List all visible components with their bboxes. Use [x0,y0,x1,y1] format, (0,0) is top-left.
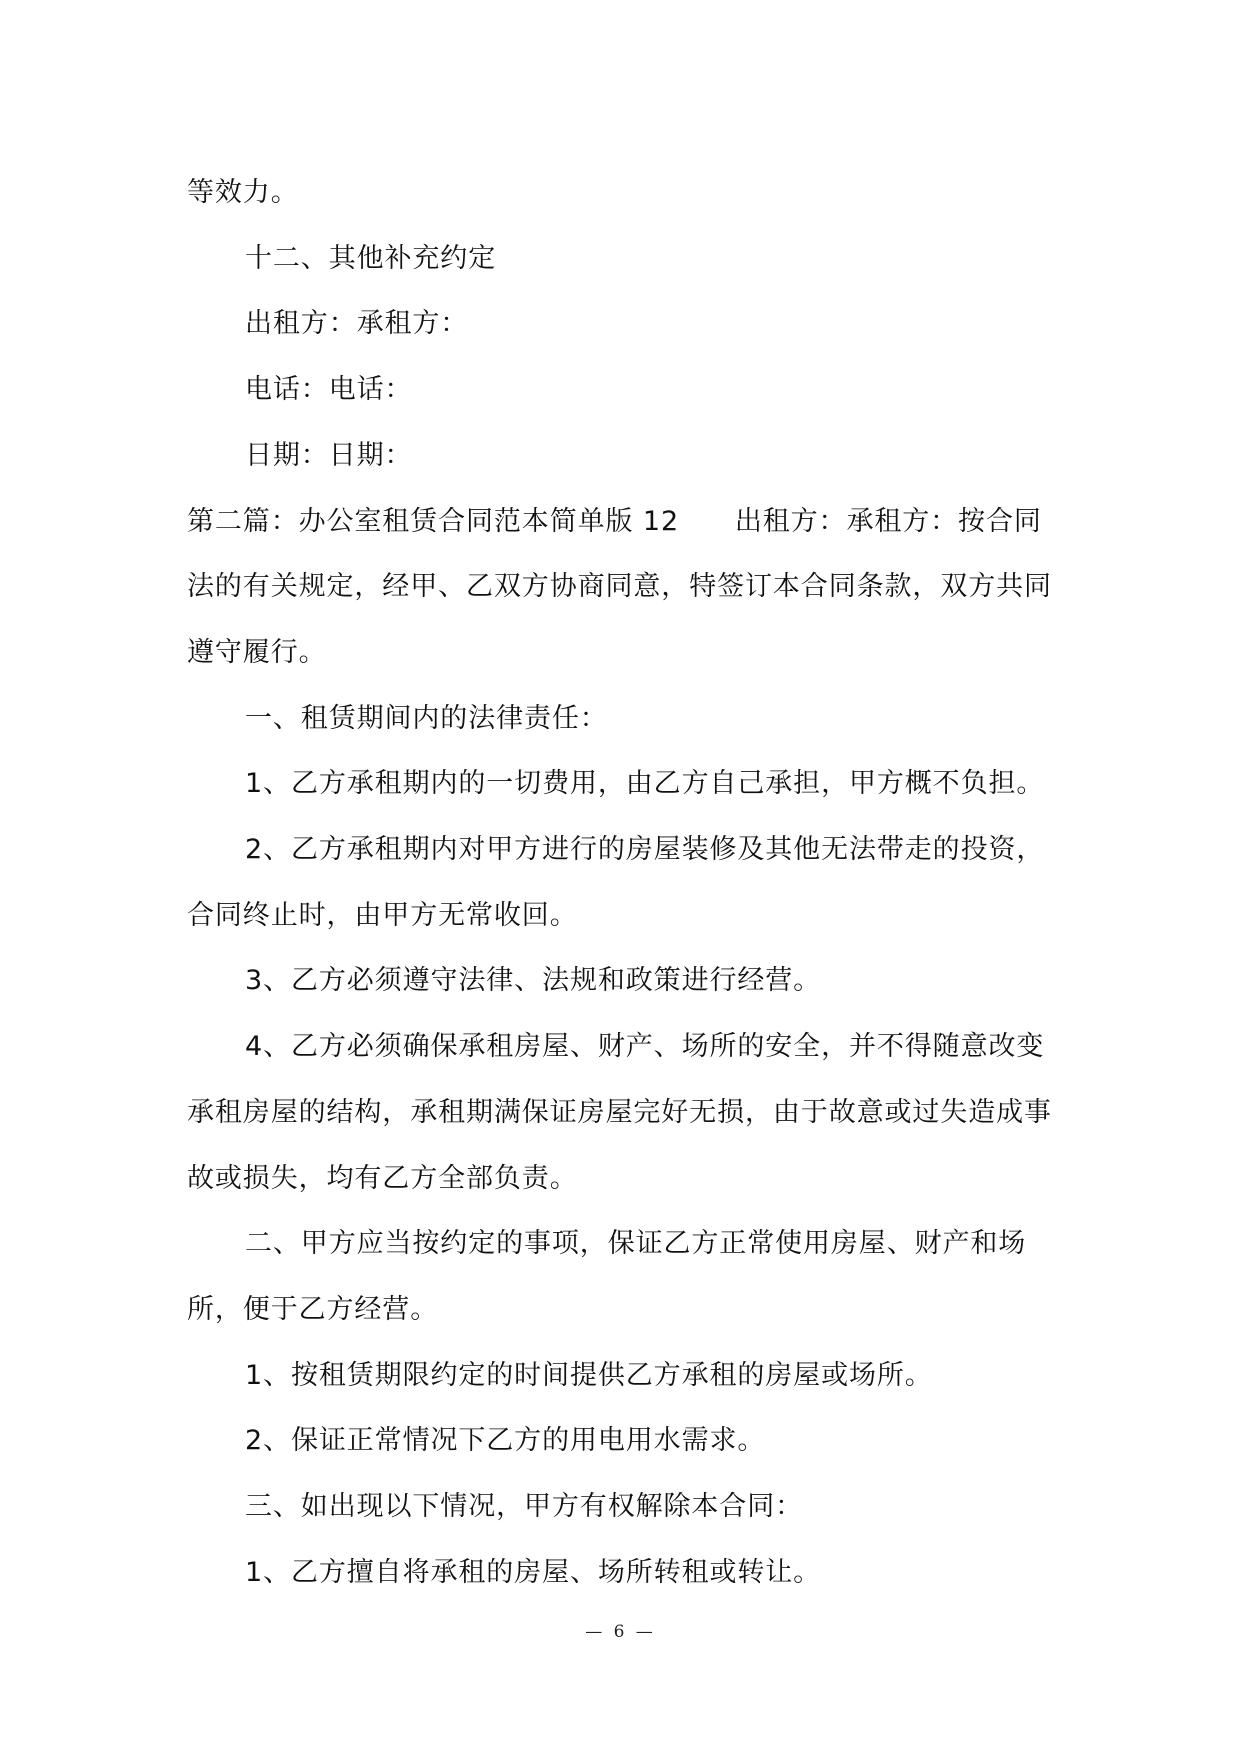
paragraph-16: 1、乙方擅自将承租的房屋、场所转租或转让。 [245,1556,822,1588]
paragraph-13: 1、按租赁期限约定的时间提供乙方承租的房屋或场所。 [245,1359,933,1391]
paragraph-7: 一、租赁期间内的法律责任： [245,702,608,734]
paragraph-10: 3、乙方必须遵守法律、法规和政策进行经营。 [245,965,822,997]
paragraph-5: 日期：日期： [245,439,413,471]
paragraph-9: 2、乙方承租期内对甲方进行的房屋装修及其他无法带走的投资，合同终止时，由甲方无常收回。 [187,834,1045,931]
paragraph-12: 二、甲方应当按约定的事项，保证乙方正常使用房屋、财产和场所，便于乙方经营。 [187,1228,1027,1325]
document-body [187,160,1057,1605]
paragraph-4: 电话：电话： [245,374,413,406]
paragraph-8: 1、乙方承租期内的一切费用，由乙方自己承担，甲方概不负担。 [245,768,1045,800]
paragraph-2: 十二、其他补充约定 [245,242,497,274]
page-number: — 6 — [585,1622,656,1642]
paragraph-11: 4、乙方必须确保承租房屋、财产、场所的安全，并不得随意改变承租房屋的结构，承租期满保证房屋完好无损，由于故意或过失造成事故或损失，均有乙方全部负责。 [187,1031,1052,1194]
paragraph-6: 第二篇：办公室租赁合同范本简单版 12 出租方：承租方：按合同法的有关规定，经甲、乙双方协商同意，特签订本合同条款，双方共同遵守履行。 [187,505,1052,668]
paragraph-3: 出租方：承租方： [245,308,469,340]
paragraph-15: 三、如出现以下情况，甲方有权解除本合同： [245,1491,803,1523]
paragraph-1: 等效力。 [187,177,299,208]
paragraph-14: 2、保证正常情况下乙方的用电用水需求。 [245,1425,766,1457]
